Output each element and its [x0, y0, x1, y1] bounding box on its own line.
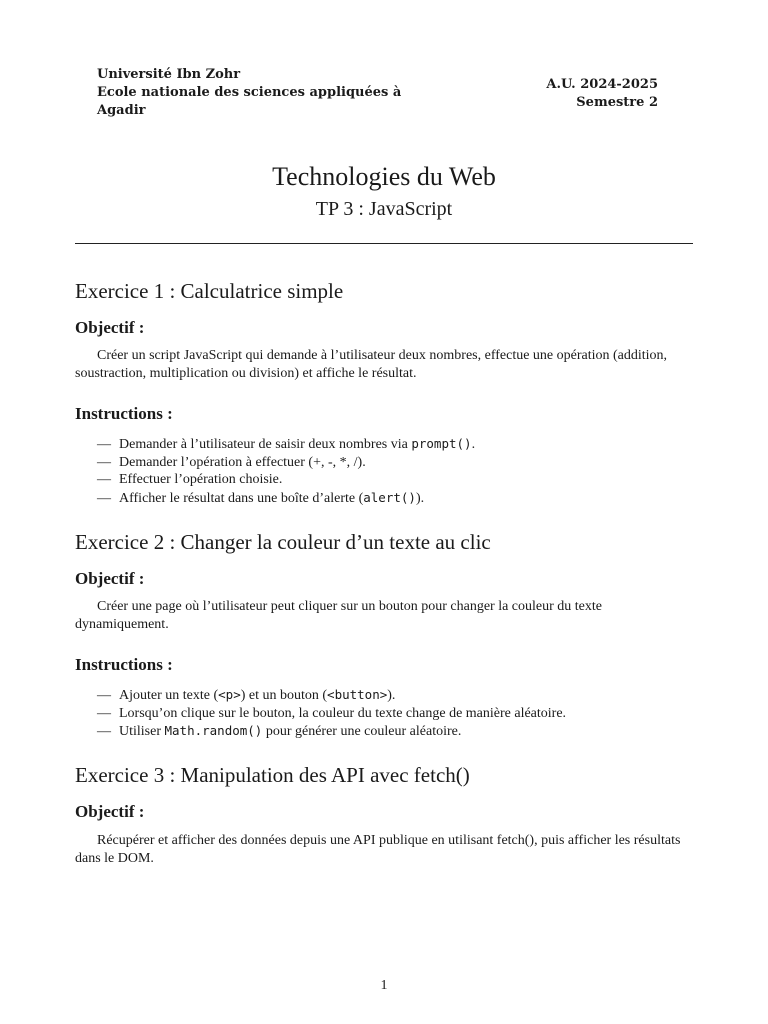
- document-title: Technologies du Web: [272, 162, 496, 191]
- exercise-2-objectif-text: Créer une page où l’utilisateur peut cliquer sur un bouton pour changer la couleur du texte dynamiquement.: [75, 599, 602, 632]
- exercise-3-heading: Exercice 3 : Manipulation des API avec fetch(): [75, 763, 470, 787]
- exercise-2-heading: Exercice 2 : Changer la couleur d’un texte au clic: [75, 530, 491, 554]
- school-city: Agadir: [97, 103, 146, 118]
- university-name: Université Ibn Zohr: [97, 67, 241, 82]
- academic-year: A.U. 2024-2025: [546, 77, 658, 92]
- exercise-1-heading: Exercice 1 : Calculatrice simple: [75, 279, 344, 303]
- list-item: — Afficher le résultat dans une boîte d’alerte (alert()).: [97, 489, 425, 506]
- semester: Semestre 2: [576, 95, 658, 110]
- exercise-2-instructions-label: Instructions :: [75, 655, 173, 674]
- list-item: — Demander l’opération à effectuer (+, -, *, /).: [97, 454, 366, 470]
- list-item: — Lorsqu’on clique sur le bouton, la couleur du texte change de manière aléatoire.: [97, 705, 567, 721]
- exercise-1-instructions-label: Instructions :: [75, 404, 173, 423]
- exercise-2-instructions-list: [97, 686, 697, 741]
- exercise-2-objectif-label: Objectif :: [75, 569, 145, 588]
- list-item: — Utiliser Math.random() pour générer une couleur aléatoire.: [97, 723, 462, 739]
- document-subtitle: TP 3 : JavaScript: [315, 198, 453, 220]
- school-name: Ecole nationale des sciences appliquées à: [97, 85, 402, 100]
- institution-block: [97, 66, 427, 120]
- exercise-1-objectif-text: Créer un script JavaScript qui demande à l’utilisateur deux nombres, effectue une opération (addition, soustraction, multiplication ou division) et affiche le résultat.: [75, 348, 668, 381]
- exercise-3-objectif-label: Objectif :: [75, 802, 145, 821]
- list-item: — Demander à l’utilisateur de saisir deux nombres via prompt().: [97, 436, 476, 452]
- list-item: — Ajouter un texte (<p>) et un bouton (<button>).: [97, 687, 396, 703]
- exercise-1-objectif-label: Objectif :: [75, 318, 145, 337]
- exercise-3-objectif-text: Récupérer et afficher des données depuis une API publique en utilisant fetch(), puis afficher les résultats dans le DOM.: [75, 833, 681, 866]
- list-item: — Effectuer l’opération choisie.: [97, 472, 283, 487]
- title-divider: [75, 243, 693, 244]
- academic-year-block: [546, 76, 658, 112]
- page-number: 1: [380, 978, 388, 993]
- exercise-1-instructions-list: [97, 435, 697, 507]
